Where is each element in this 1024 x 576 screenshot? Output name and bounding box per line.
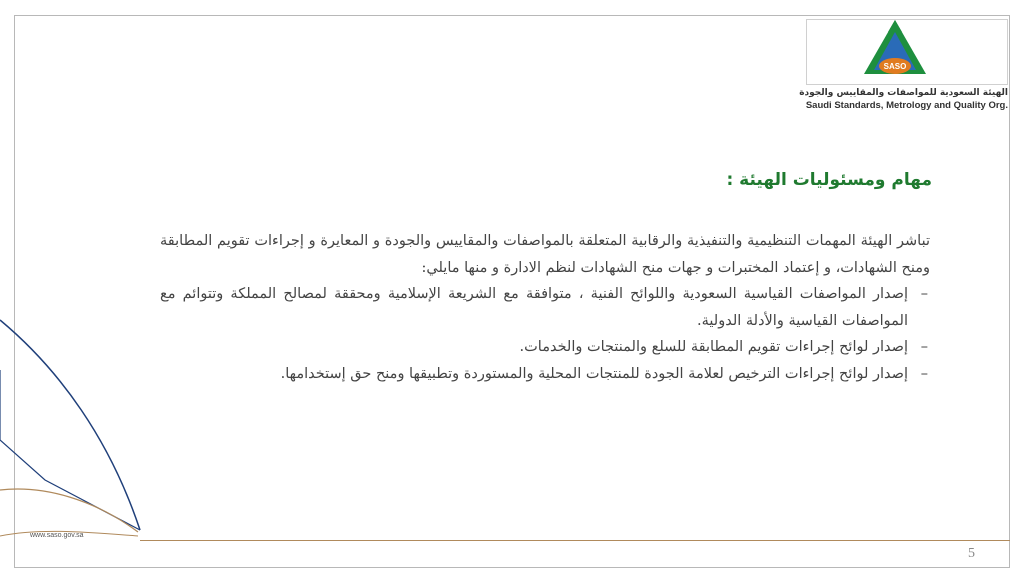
saso-logo [860, 18, 930, 82]
deco-curve-brown [0, 489, 138, 532]
logo-text: SASO [883, 62, 907, 71]
intro-paragraph: تباشر الهيئة المهمات التنظيمية والتنفيذية والرقابية المتعلقة بالمواصفات والمقاييس والجودة و المعايرة و إجراءات تقويم المطابقة ومنح الشهادات، و إعتماد المختبرات و جهات منح الشهادات لنظم الادارة و منها مايلي: [160, 233, 930, 276]
footer-divider [140, 540, 1010, 541]
list-item: – إصدار لوائح إجراءات الترخيص لعلامة الجودة للمنتجات المحلية والمستوردة وتطبيقها ومنح حق إستخدامها. [160, 361, 930, 388]
org-name-english: Saudi Standards, Metrology and Quality Org. [805, 100, 1008, 111]
decorative-curves [0, 300, 150, 540]
org-name-arabic: الهيئة السعودية للمواصفات والمقاييس والجودة [799, 88, 1008, 98]
deco-curve-blue [0, 320, 140, 530]
logo-peak [888, 20, 902, 32]
list-item: – إصدار لوائح إجراءات تقويم المطابقة للسلع والمنتجات والخدمات. [160, 334, 930, 361]
slide-content [160, 228, 930, 387]
list-item: – إصدار المواصفات القياسية السعودية واللوائح الفنية ، متوافقة مع الشريعة الإسلامية ومحققة لمصالح المملكة وتتوائم مع المواصفات القياسية والأدلة الدولية. [160, 281, 930, 334]
bullet-list [160, 281, 930, 387]
footer-url: www.saso.gov.sa [30, 532, 84, 539]
page-number: 5 [968, 546, 975, 561]
slide-title: مهام ومسئوليات الهيئة : [726, 170, 932, 190]
